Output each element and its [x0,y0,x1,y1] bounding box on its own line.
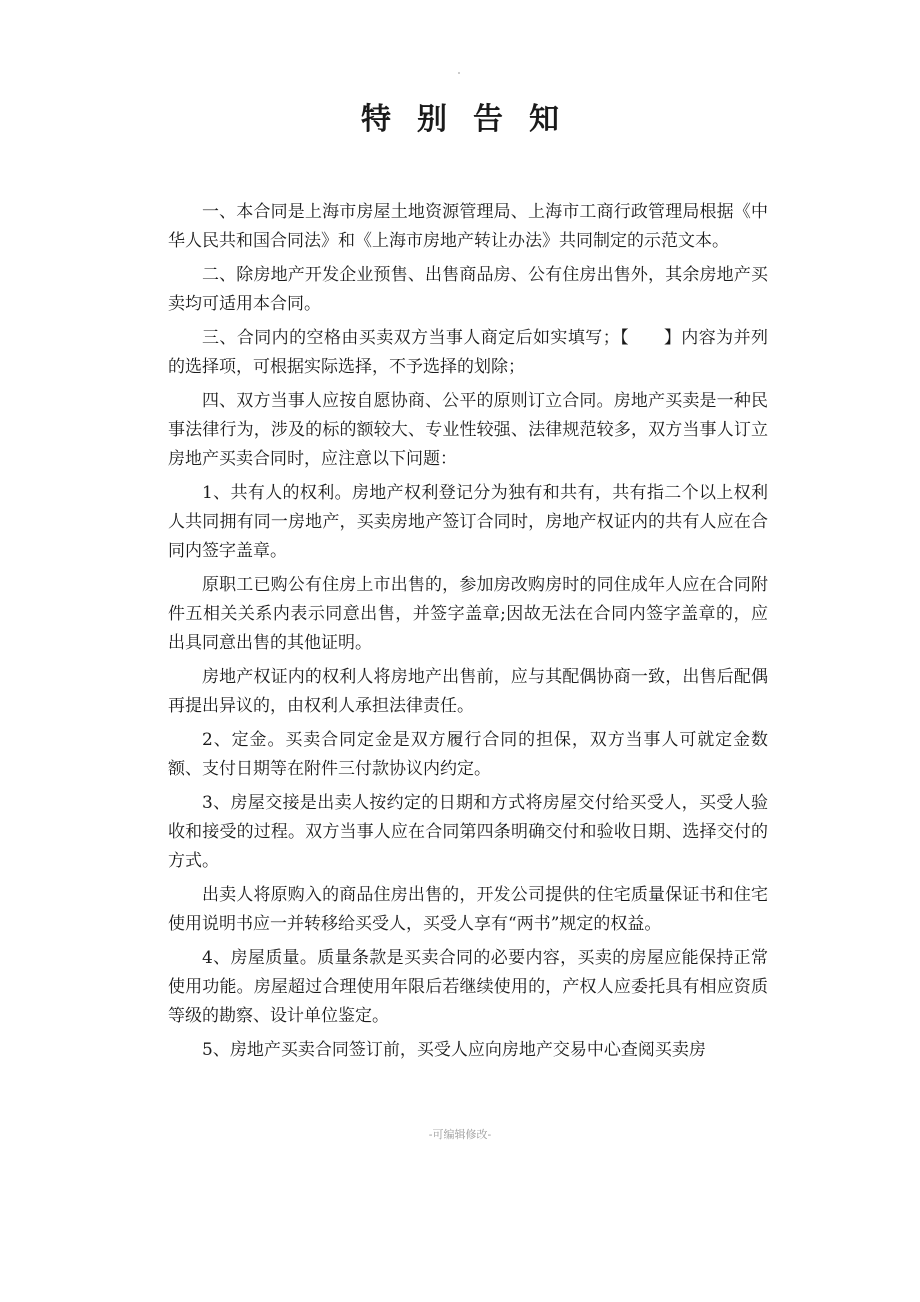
document-title: 特别告知 [361,102,585,137]
header-mark [458,72,460,74]
paragraph-8: 2、定金。买卖合同定金是双方履行合同的担保，双方当事人可就定金数额、支付日期等在附件三付款协议内约定。 [168,730,768,779]
paragraph-6: 原职工已购公有住房上市出售的，参加房改购房时的同住成年人应在合同附件五相关关系内表示同意出售，并签字盖章;因故无法在合同内签字盖章的，应出具同意出售的其他证明。 [168,575,768,653]
paragraph-4: 四、双方当事人应按自愿协商、公平的原则订立合同。房地产买卖是一种民事法律行为，涉及的标的额较大、专业性较强、法律规范较多，双方当事人订立房地产买卖合同时，应注意以下问题： [168,391,768,469]
paragraph-12: 5、房地产买卖合同签订前，买受人应向房地产交易中心查阅买卖房 [202,1040,706,1060]
paragraph-10: 出卖人将原购入的商品住房出售的，开发公司提供的住宅质量保证书和住宅使用说明书应一并转移给买受人，买受人享有“两书”规定的权益。 [168,885,768,934]
paragraph-7: 房地产权证内的权利人将房地产出售前，应与其配偶协商一致，出售后配偶再提出异议的，由权利人承担法律责任。 [168,667,768,716]
page-footer: -可编辑修改- [428,1128,492,1141]
paragraph-3: 三、合同内的空格由买卖双方当事人商定后如实填写；【 】内容为并列的选择项，可根据实际选择，不予选择的划除； [168,328,768,377]
paragraph-2: 二、除房地产开发企业预售、出售商品房、公有住房出售外，其余房地产买卖均可适用本合同。 [168,265,768,314]
document-body [168,198,768,1070]
paragraph-1: 一、本合同是上海市房屋土地资源管理局、上海市工商行政管理局根据《中华人民共和国合同法》和《上海市房地产转让办法》共同制定的示范文本。 [168,202,768,251]
paragraph-9: 3、房屋交接是出卖人按约定的日期和方式将房屋交付给买受人，买受人验收和接受的过程。双方当事人应在合同第四条明确交付和验收日期、选择交付的方式。 [168,793,768,871]
paragraph-5: 1、共有人的权利。房地产权利登记分为独有和共有，共有指二个以上权利人共同拥有同一房地产，买卖房地产签订合同时，房地产权证内的共有人应在合同内签字盖章。 [168,483,768,561]
paragraph-11: 4、房屋质量。质量条款是买卖合同的必要内容，买卖的房屋应能保持正常使用功能。房屋超过合理使用年限后若继续使用的，产权人应委托具有相应资质等级的勘察、设计单位鉴定。 [168,948,768,1026]
